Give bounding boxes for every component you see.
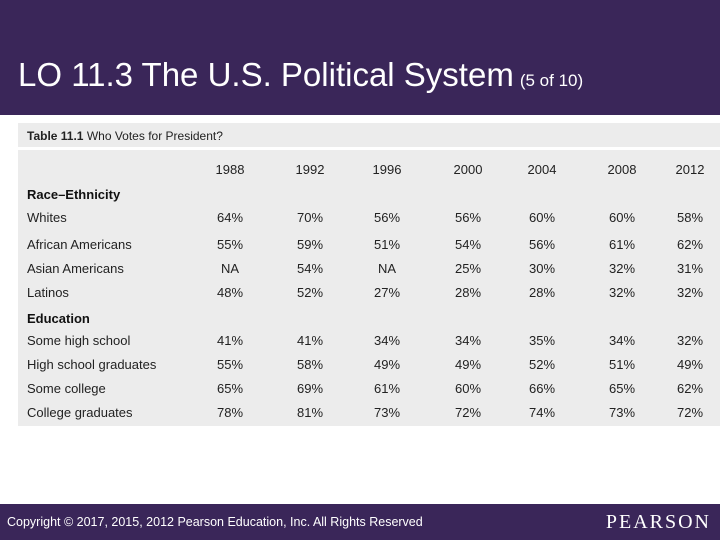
table-row <box>18 401 720 425</box>
table-cell: 52% <box>296 285 324 300</box>
table-cell: 81% <box>296 405 324 420</box>
table-cell: 73% <box>373 405 401 420</box>
table-cell: 49% <box>676 357 704 372</box>
table-cell: 54% <box>296 261 324 276</box>
slide-title-main: LO 11.3 The U.S. Political System <box>18 56 514 93</box>
table-cell: 55% <box>216 357 244 372</box>
table-cell: 74% <box>528 405 556 420</box>
table-cell: 62% <box>676 381 704 396</box>
table-cell: 28% <box>528 285 556 300</box>
table-cell: 66% <box>528 381 556 396</box>
table-cell: 51% <box>373 237 401 252</box>
table-cell: 72% <box>676 405 704 420</box>
table-caption <box>27 129 223 143</box>
table-cell: 32% <box>608 261 636 276</box>
table-cell: 41% <box>216 333 244 348</box>
table-cell: 58% <box>296 357 324 372</box>
table-cell: NA <box>377 261 397 276</box>
table-caption-label: Table 11.1 <box>27 129 84 143</box>
table-cell: 72% <box>454 405 482 420</box>
table-cell: 59% <box>296 237 324 252</box>
table-cell: 56% <box>528 237 556 252</box>
table-cell: 51% <box>608 357 636 372</box>
row-label: Asian Americans <box>27 261 124 276</box>
table-cell: 60% <box>528 210 556 225</box>
table-cell: 34% <box>373 333 401 348</box>
table-cell: 60% <box>608 210 636 225</box>
table-cell: 56% <box>373 210 401 225</box>
row-label: High school graduates <box>27 357 157 372</box>
table-row <box>18 353 720 377</box>
table-cell: 25% <box>454 261 482 276</box>
table-cell: 64% <box>216 210 244 225</box>
table-cell: 32% <box>676 333 704 348</box>
table-cell: 60% <box>454 381 482 396</box>
table-cell: NA <box>220 261 240 276</box>
table-cell: 48% <box>216 285 244 300</box>
year-header: 1996 <box>372 162 402 177</box>
table-cell: 55% <box>216 237 244 252</box>
table-cell: 78% <box>216 405 244 420</box>
table-caption-text: Who Votes for President? <box>86 129 223 143</box>
table-row <box>18 329 720 353</box>
table-row <box>18 377 720 401</box>
year-header: 2008 <box>607 162 637 177</box>
table-cell: 62% <box>676 237 704 252</box>
table-cell: 34% <box>454 333 482 348</box>
table-cell: 31% <box>676 261 704 276</box>
table-header-row <box>18 158 720 182</box>
table-cell: 69% <box>296 381 324 396</box>
table-cell: 27% <box>373 285 401 300</box>
copyright-text: Copyright © 2017, 2015, 2012 Pearson Education, Inc. All Rights Reserved <box>7 515 423 529</box>
table-cell: 56% <box>454 210 482 225</box>
table-cell: 30% <box>528 261 556 276</box>
table-row <box>18 206 720 230</box>
table-cell: 41% <box>296 333 324 348</box>
section-heading: Education <box>27 311 90 326</box>
table-cell: 28% <box>454 285 482 300</box>
table-cell: 34% <box>608 333 636 348</box>
year-header: 2004 <box>527 162 557 177</box>
footer-bar <box>0 504 720 540</box>
row-label: Whites <box>27 210 67 225</box>
table-cell: 61% <box>608 237 636 252</box>
table-cell: 58% <box>676 210 704 225</box>
table-cell: 54% <box>454 237 482 252</box>
table-row <box>18 257 720 281</box>
row-label: African Americans <box>27 237 132 252</box>
year-header: 2000 <box>453 162 483 177</box>
table-cell: 65% <box>216 381 244 396</box>
year-header: 1988 <box>215 162 245 177</box>
table-cell: 65% <box>608 381 636 396</box>
table-cell: 32% <box>676 285 704 300</box>
slide-title <box>18 58 583 91</box>
year-header: 1992 <box>295 162 325 177</box>
table-cell: 52% <box>528 357 556 372</box>
table-cell: 49% <box>454 357 482 372</box>
table-cell: 35% <box>528 333 556 348</box>
table-row <box>18 281 720 305</box>
row-label: College graduates <box>27 405 133 420</box>
table-row <box>18 233 720 257</box>
slide-title-sub: (5 of 10) <box>519 71 584 90</box>
table-cell: 32% <box>608 285 636 300</box>
row-label: Some college <box>27 381 106 396</box>
table-cell: 61% <box>373 381 401 396</box>
pearson-logo: PEARSON <box>605 511 711 533</box>
table-cell: 49% <box>373 357 401 372</box>
row-label: Latinos <box>27 285 69 300</box>
table-cell: 70% <box>296 210 324 225</box>
section-heading: Race–Ethnicity <box>27 187 121 202</box>
table-cell: 73% <box>608 405 636 420</box>
row-label: Some high school <box>27 333 131 348</box>
year-header: 2012 <box>675 162 705 177</box>
